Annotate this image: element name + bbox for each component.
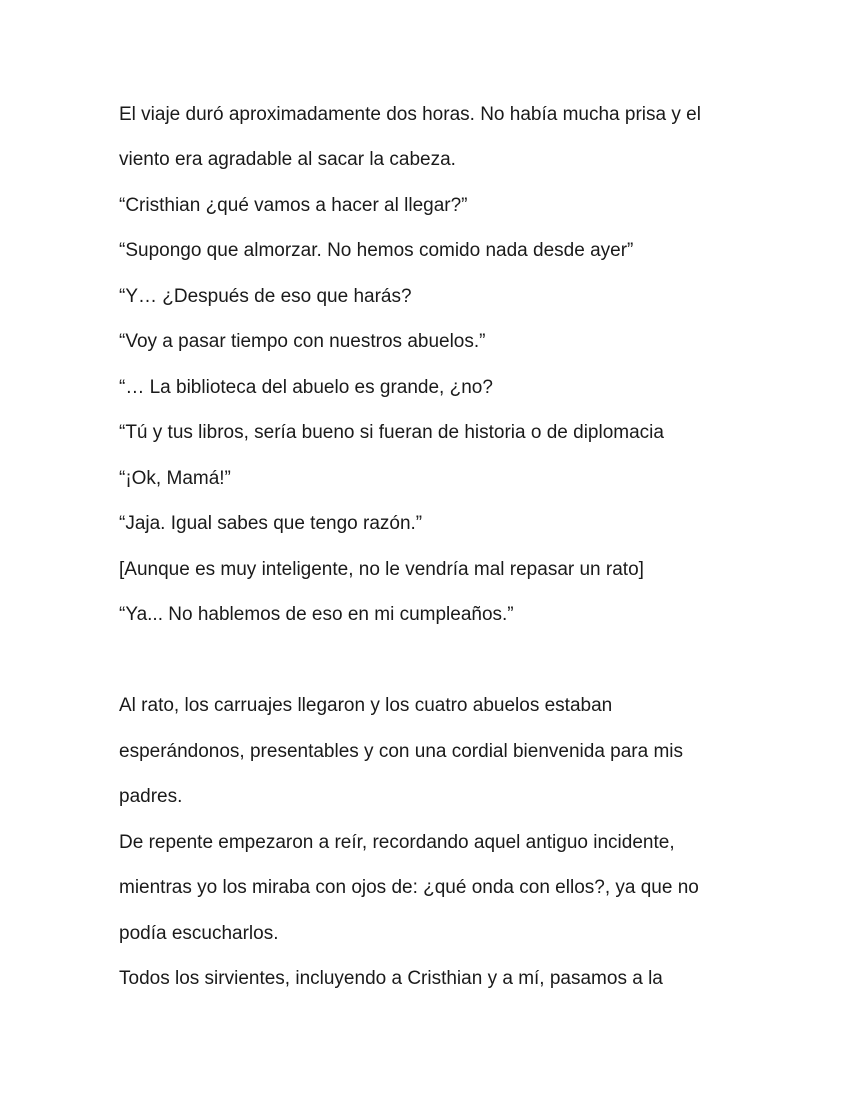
text-line: “Cristhian ¿qué vamos a hacer al llegar?” xyxy=(119,195,468,216)
text-line: Todos los sirvientes, incluyendo a Cristhian y a mí, pasamos a la xyxy=(119,968,663,989)
text-line: “Supongo que almorzar. No hemos comido nada desde ayer” xyxy=(119,240,634,261)
text-line: El viaje duró aproximadamente dos horas. No había mucha prisa y el xyxy=(119,104,701,125)
text-line: Al rato, los carruajes llegaron y los cuatro abuelos estaban xyxy=(119,695,613,716)
text-line: podía escucharlos. xyxy=(119,923,279,944)
text-line: “… La biblioteca del abuelo es grande, ¿no? xyxy=(119,377,493,398)
text-line: “Voy a pasar tiempo con nuestros abuelos.” xyxy=(119,331,486,352)
text-line: “Jaja. Igual sabes que tengo razón.” xyxy=(119,513,423,534)
text-line: viento era agradable al sacar la cabeza. xyxy=(119,149,456,170)
text-line: [Aunque es muy inteligente, no le vendría mal repasar un rato] xyxy=(119,559,644,580)
text-line: De repente empezaron a reír, recordando aquel antiguo incidente, xyxy=(119,832,675,853)
text-line: padres. xyxy=(119,786,183,807)
text-line: “Ya... No hablemos de eso en mi cumpleaños.” xyxy=(119,604,514,625)
text-line: “Tú y tus libros, sería bueno si fueran de historia o de diplomacia xyxy=(119,422,664,443)
text-line: “¡Ok, Mamá!” xyxy=(119,468,231,489)
text-line: mientras yo los miraba con ojos de: ¿qué onda con ellos?, ya que no xyxy=(119,877,699,898)
text-line: “Y… ¿Después de eso que harás? xyxy=(119,286,412,307)
text-line: esperándonos, presentables y con una cordial bienvenida para mis xyxy=(119,741,684,762)
